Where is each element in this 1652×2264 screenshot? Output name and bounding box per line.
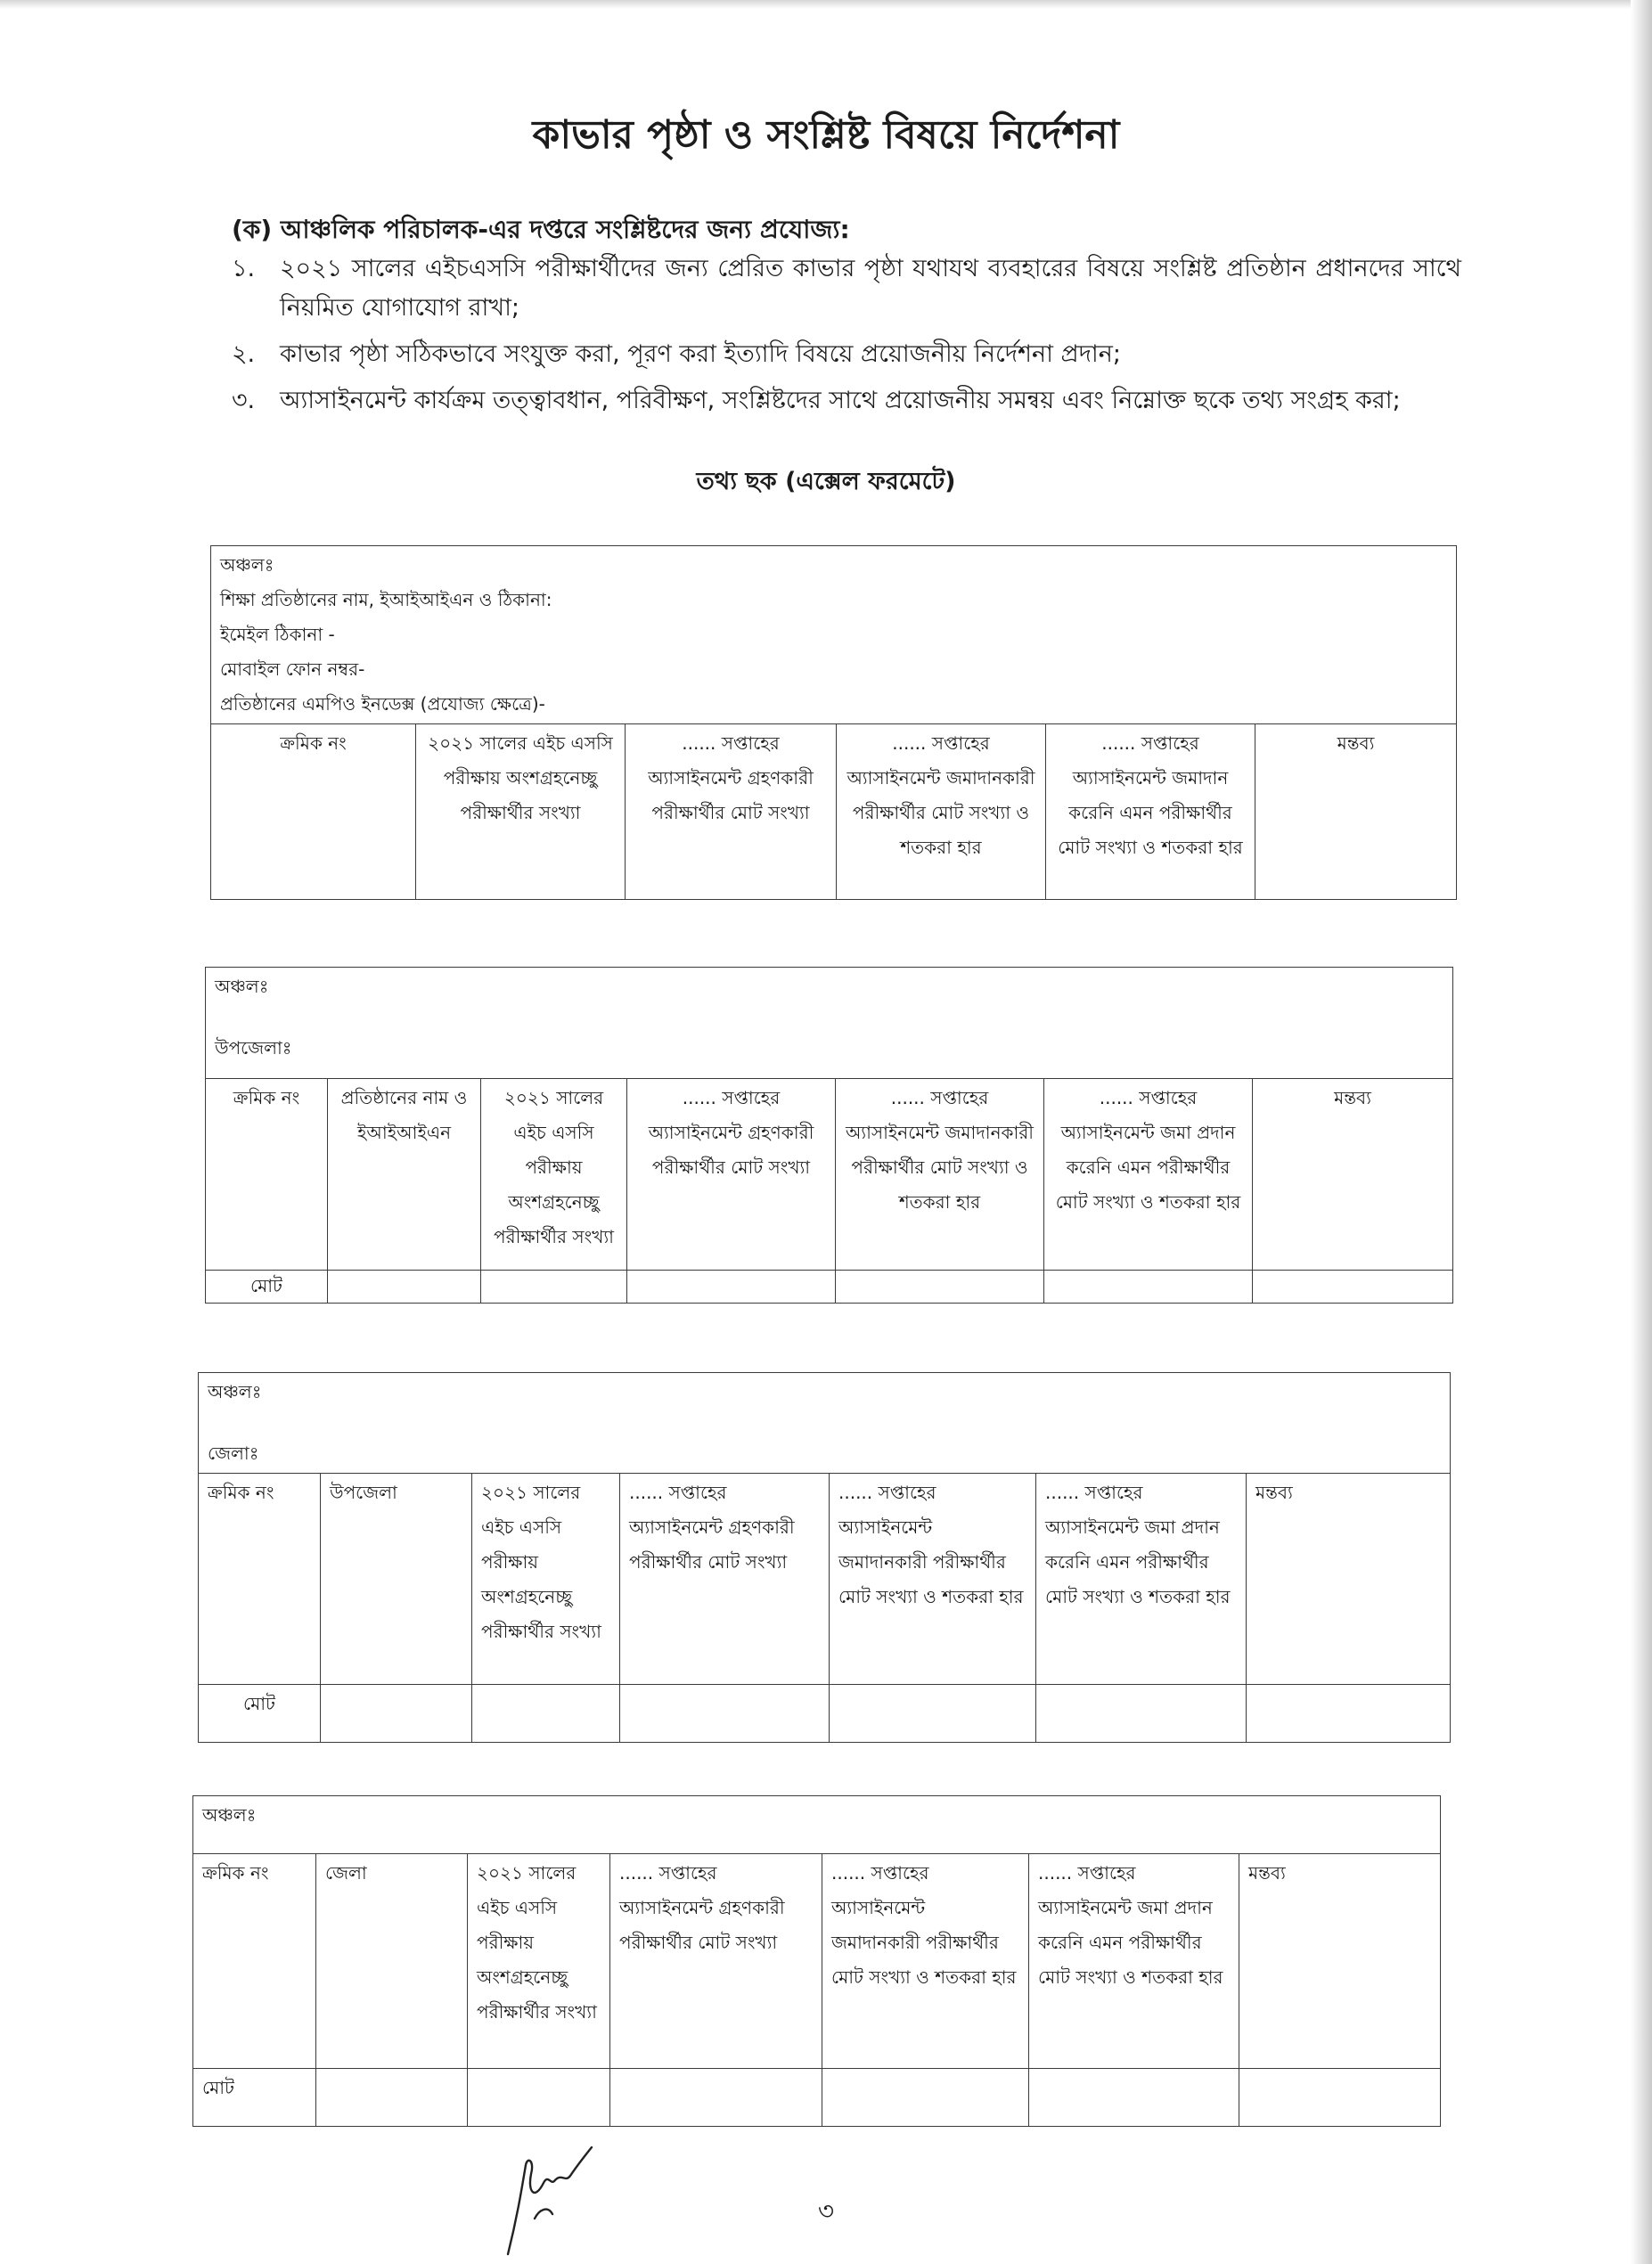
column-header: ...... সপ্তাহের অ্যাসাইনমেন্ট জমা প্রদান করেনি এমন পরীক্ষার্থীর মোট সংখ্যা ও শতকরা হার <box>1036 1474 1247 1685</box>
total-label: মোট <box>206 1271 328 1304</box>
column-header: ...... সপ্তাহের অ্যাসাইনমেন্ট জমাদানকারী পরীক্ষার্থীর মোট সংখ্যা ও শতকরা হার <box>830 1474 1036 1685</box>
table-header-row <box>206 1079 1453 1271</box>
empty-cell <box>481 1271 627 1304</box>
list-item-number: ২. <box>232 340 256 368</box>
column-header: ক্রমিক নং <box>199 1474 321 1685</box>
column-header: ২০২১ সালের এইচ এসসি পরীক্ষায় অংশগ্রহনেচ্ছু পরীক্ষার্থীর সংখ্যা <box>472 1474 620 1685</box>
empty-cell <box>1044 1271 1253 1304</box>
table-info-cell <box>211 546 1457 724</box>
district-label: জেলাঃ <box>208 1443 259 1464</box>
table-info-row <box>206 968 1453 1079</box>
column-header: ...... সপ্তাহের অ্যাসাইনমেন্ট জমা প্রদান করেনি এমন পরীক্ষার্থীর মোট সংখ্যা ও শতকরা হার <box>1044 1079 1253 1271</box>
region-label: অঞ্চলঃ <box>215 976 269 997</box>
institution-info-table <box>210 545 1457 900</box>
region-summary-table <box>192 1795 1441 2127</box>
column-header: উপজেলা <box>321 1474 472 1685</box>
table-info-cell <box>199 1373 1451 1474</box>
email-label: ইমেইল ঠিকানা - <box>220 624 335 645</box>
list-item <box>232 381 1461 421</box>
column-header: ক্রমিক নং <box>193 1854 316 2069</box>
empty-cell <box>627 1271 836 1304</box>
region-label: অঞ্চলঃ <box>208 1381 262 1402</box>
table-header-row <box>193 1854 1441 2069</box>
mobile-label: মোবাইল ফোন নম্বর- <box>220 658 365 680</box>
list-item <box>232 249 1461 328</box>
empty-cell <box>830 1685 1036 1743</box>
column-header: ...... সপ্তাহের অ্যাসাইনমেন্ট গ্রহণকারী পরীক্ষার্থীর মোট সংখ্যা <box>627 1079 836 1271</box>
institution-name-label: শিক্ষা প্রতিষ্ঠানের নাম, ইআইআইএন ও ঠিকানা: <box>220 589 552 610</box>
table-header-row <box>199 1474 1451 1685</box>
empty-cell <box>1253 1271 1453 1304</box>
table-info-row <box>211 546 1457 724</box>
table-info-row <box>193 1796 1441 1854</box>
table-header-row <box>211 724 1457 900</box>
empty-cell <box>1029 2069 1239 2127</box>
column-header: ২০২১ সালের এইচ এসসি পরীক্ষায় অংশগ্রহনেচ্ছু পরীক্ষার্থীর সংখ্যা <box>468 1854 610 2069</box>
table-info-cell <box>206 968 1453 1079</box>
column-header: প্রতিষ্ঠানের নাম ও ইআইআইএন <box>328 1079 481 1271</box>
column-header: ২০২১ সালের এইচ এসসি পরীক্ষায় অংশগ্রহনেচ্ছু পরীক্ষার্থীর সংখ্যা <box>416 724 626 900</box>
upazila-summary-table <box>205 967 1453 1304</box>
table-total-row <box>206 1271 1453 1304</box>
region-label: অঞ্চলঃ <box>202 1804 257 1826</box>
column-header: ...... সপ্তাহের অ্যাসাইনমেন্ট জমাদানকারী পরীক্ষার্থীর মোট সংখ্যা ও শতকরা হার <box>837 724 1046 900</box>
form-subtitle: তথ্য ছক (এক্সেল ফরমেটে) <box>696 468 956 495</box>
table-info-row <box>199 1373 1451 1474</box>
total-label: মোট <box>193 2069 316 2127</box>
column-header: ...... সপ্তাহের অ্যাসাইনমেন্ট গ্রহণকারী পরীক্ষার্থীর মোট সংখ্যা <box>620 1474 830 1685</box>
empty-cell <box>316 2069 468 2127</box>
upazila-label: উপজেলাঃ <box>215 1037 292 1058</box>
empty-cell <box>468 2069 610 2127</box>
scan-top-edge <box>0 0 1652 9</box>
empty-cell <box>1247 1685 1451 1743</box>
column-header: ...... সপ্তাহের অ্যাসাইনমেন্ট গ্রহণকারী পরীক্ষার্থীর মোট সংখ্যা <box>610 1854 822 2069</box>
list-item-text: ২০২১ সালের এইচএসসি পরীক্ষার্থীদের জন্য প্রেরিত কাভার পৃষ্ঠা যথাযথ ব্যবহারের বিষয়ে সংশ্লিষ্ট প্রতিষ্ঠান প্রধানদের সাথে নিয়মিত যোগাযোগ রাখা; <box>280 255 1461 322</box>
list-item-text: অ্যাসাইনমেন্ট কার্যক্রম তত্ত্বাবধান, পরিবীক্ষণ, সংশ্লিষ্টদের সাথে প্রয়োজনীয় সমন্বয় এবং নিম্নোক্ত ছকে তথ্য সংগ্রহ করা; <box>280 387 1401 414</box>
column-header: মন্তব্য <box>1239 1854 1441 2069</box>
column-header: ...... সপ্তাহের অ্যাসাইনমেন্ট জমাদান করেনি এমন পরীক্ষার্থীর মোট সংখ্যা ও শতকরা হার <box>1046 724 1255 900</box>
column-header: মন্তব্য <box>1255 724 1457 900</box>
mpo-index-label: প্রতিষ্ঠানের এমপিও ইনডেক্স (প্রযোজ্য ক্ষেত্রে)- <box>220 693 545 715</box>
empty-cell <box>822 2069 1029 2127</box>
scan-right-edge <box>1631 0 1652 2264</box>
column-header: মন্তব্য <box>1247 1474 1451 1685</box>
region-label: অঞ্চলঃ <box>220 554 274 576</box>
column-header: ...... সপ্তাহের অ্যাসাইনমেন্ট জমা প্রদান করেনি এমন পরীক্ষার্থীর মোট সংখ্যা ও শতকরা হার <box>1029 1854 1239 2069</box>
empty-cell <box>1036 1685 1247 1743</box>
empty-cell <box>321 1685 472 1743</box>
table-info-cell <box>193 1796 1441 1854</box>
list-item-number: ৩. <box>232 387 256 414</box>
instruction-list <box>232 249 1461 428</box>
page-title: কাভার পৃষ্ঠা ও সংশ্লিষ্ট বিষয়ে নির্দেশনা <box>532 112 1120 158</box>
empty-cell <box>472 1685 620 1743</box>
empty-cell <box>610 2069 822 2127</box>
column-header: ...... সপ্তাহের অ্যাসাইনমেন্ট জমাদানকারী পরীক্ষার্থীর মোট সংখ্যা ও শতকরা হার <box>822 1854 1029 2069</box>
empty-cell <box>1239 2069 1441 2127</box>
list-item <box>232 335 1461 374</box>
table-total-row <box>193 2069 1441 2127</box>
column-header: ক্রমিক নং <box>206 1079 328 1271</box>
empty-cell <box>836 1271 1044 1304</box>
column-header: জেলা <box>316 1854 468 2069</box>
column-header: ক্রমিক নং <box>211 724 416 900</box>
empty-cell <box>620 1685 830 1743</box>
list-item-text: কাভার পৃষ্ঠা সঠিকভাবে সংযুক্ত করা, পূরণ করা ইত্যাদি বিষয়ে প্রয়োজনীয় নির্দেশনা প্রদান; <box>280 340 1121 368</box>
column-header: ...... সপ্তাহের অ্যাসাইনমেন্ট জমাদানকারী পরীক্ষার্থীর মোট সংখ্যা ও শতকরা হার <box>836 1079 1044 1271</box>
section-heading: (ক) আঞ্চলিক পরিচালক-এর দপ্তরে সংশ্লিষ্টদের জন্য প্রযোজ্য: <box>232 215 850 244</box>
district-summary-table <box>198 1372 1451 1743</box>
column-header: মন্তব্য <box>1253 1079 1453 1271</box>
list-item-number: ১. <box>232 255 256 282</box>
page-number: ৩ <box>817 2196 835 2226</box>
total-label: মোট <box>199 1685 321 1743</box>
column-header: ...... সপ্তাহের অ্যাসাইনমেন্ট গ্রহণকারী পরীক্ষার্থীর মোট সংখ্যা <box>626 724 837 900</box>
empty-cell <box>328 1271 481 1304</box>
table-total-row <box>199 1685 1451 1743</box>
column-header: ২০২১ সালের এইচ এসসি পরীক্ষায় অংশগ্রহনেচ্ছু পরীক্ষার্থীর সংখ্যা <box>481 1079 627 1271</box>
